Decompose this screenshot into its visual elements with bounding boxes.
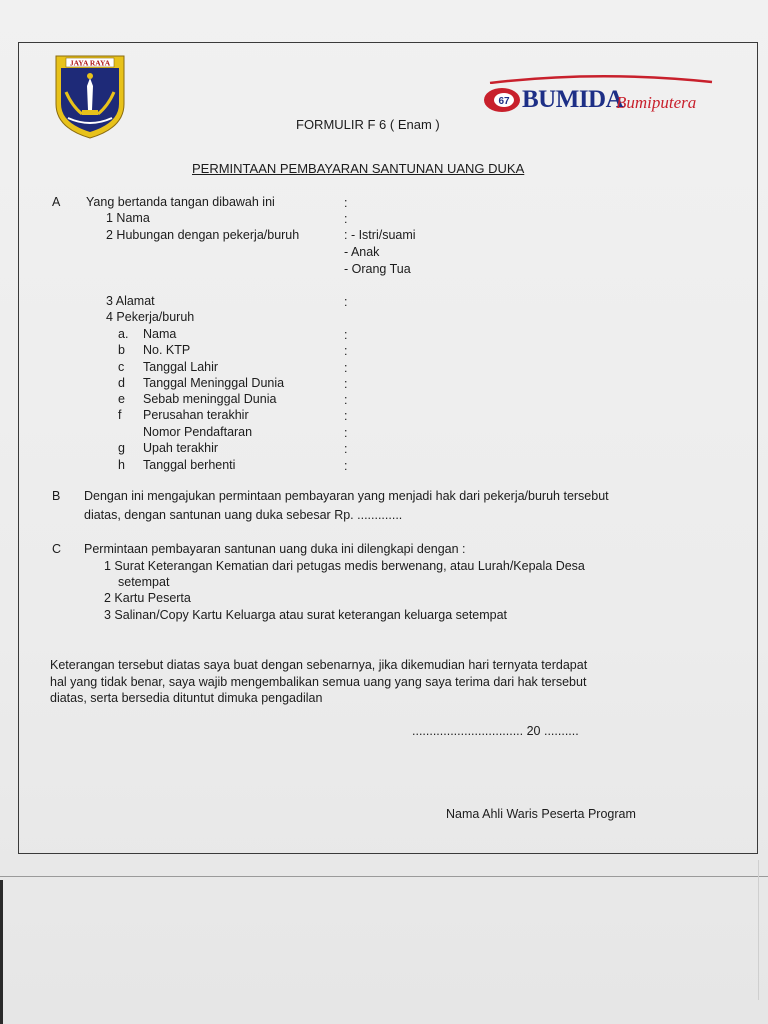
statement-line: Keterangan tersebut diatas saya buat dengan sebenarnya, jika dikemudian hari ternyata terdapat bbox=[50, 658, 588, 672]
attachment-item: 1 Surat Keterangan Kematian dari petugas medis berwenang, atau Lurah/Kepala Desa bbox=[104, 559, 585, 573]
sub-item-label: Tanggal Lahir bbox=[143, 360, 219, 374]
colon: : bbox=[344, 344, 348, 358]
colon: : bbox=[344, 361, 348, 375]
relation-option-istri-suami: : - Istri/suami bbox=[344, 228, 416, 242]
logo-swoosh-icon bbox=[488, 74, 716, 84]
colon: : bbox=[344, 328, 348, 342]
field-label-pekerja: 4 Pekerja/buruh bbox=[106, 310, 195, 324]
attachment-item: 2 Kartu Peserta bbox=[104, 591, 191, 605]
sub-item-letter: b bbox=[118, 343, 125, 357]
statement-line: diatas, serta bersedia dituntut dimuka pengadilan bbox=[50, 691, 323, 705]
section-c-letter: C bbox=[52, 542, 62, 556]
sub-item-letter: e bbox=[118, 392, 125, 406]
sub-item-label: No. KTP bbox=[143, 343, 191, 357]
sub-item-label: Tanggal Meninggal Dunia bbox=[143, 376, 285, 390]
field-label-alamat: 3 Alamat bbox=[106, 294, 155, 308]
sub-item-letter: d bbox=[118, 376, 125, 390]
colon: : bbox=[344, 212, 348, 226]
form-number: FORMULIR F 6 ( Enam ) bbox=[296, 117, 440, 132]
logo-sub-text: Bumiputera bbox=[616, 93, 697, 112]
sub-item-label: Nama bbox=[143, 327, 177, 341]
sub-item-letter: g bbox=[118, 441, 125, 455]
colon: : bbox=[344, 196, 348, 210]
logo-main-text: BUMIDA bbox=[522, 86, 624, 113]
bumida-logo bbox=[482, 80, 712, 120]
section-b-line: Dengan ini mengajukan permintaan pembayaran yang menjadi hak dari pekerja/buruh tersebut bbox=[84, 489, 609, 503]
sub-item-letter: a. bbox=[118, 327, 129, 341]
sub-item-letter: h bbox=[118, 458, 125, 472]
colon: : bbox=[344, 459, 348, 473]
sub-item-letter: c bbox=[118, 360, 125, 374]
colon: : bbox=[344, 377, 348, 391]
sub-item-label: Upah terakhir bbox=[143, 441, 219, 455]
date-line: ................................ 20 .......... bbox=[412, 724, 579, 738]
colon: : bbox=[344, 442, 348, 456]
signature-label: Nama Ahli Waris Peserta Program bbox=[446, 807, 636, 821]
field-label-hubungan: 2 Hubungan dengan pekerja/buruh bbox=[106, 228, 300, 242]
scan-edge-mark bbox=[0, 880, 3, 1024]
svg-text:67: 67 bbox=[498, 96, 510, 107]
relation-option-orang-tua: - Orang Tua bbox=[344, 262, 411, 276]
sub-item-label: Nomor Pendaftaran bbox=[143, 425, 253, 439]
sub-item-label: Sebab meninggal Dunia bbox=[143, 392, 277, 406]
section-b-line: diatas, dengan santunan uang duka sebesar Rp. ............. bbox=[84, 508, 403, 522]
attachment-item: 3 Salinan/Copy Kartu Keluarga atau surat keterangan keluarga setempat bbox=[104, 608, 508, 622]
document-title: PERMINTAAN PEMBAYARAN SANTUNAN UANG DUKA bbox=[192, 161, 525, 176]
crest-label: JAYA RAYA bbox=[69, 58, 111, 68]
page-bottom-rule bbox=[0, 876, 768, 877]
sub-item-label: Perusahan terakhir bbox=[143, 408, 249, 422]
bumida-emblem-icon bbox=[482, 82, 522, 118]
section-a-intro: Yang bertanda tangan dibawah ini bbox=[86, 195, 275, 209]
colon: : bbox=[344, 426, 348, 440]
colon: : bbox=[344, 295, 348, 309]
colon: : bbox=[344, 393, 348, 407]
field-label-nama: 1 Nama bbox=[106, 211, 150, 225]
relation-option-anak: - Anak bbox=[344, 245, 380, 259]
jaya-raya-crest-icon bbox=[52, 52, 128, 140]
statement-line: hal yang tidak benar, saya wajib mengembalikan semua uang yang saya terima dari hak tersebut bbox=[50, 675, 587, 689]
attachment-item-continuation: setempat bbox=[118, 575, 170, 589]
section-c-intro: Permintaan pembayaran santunan uang duka ini dilengkapi dengan : bbox=[84, 542, 466, 556]
colon: : bbox=[344, 409, 348, 423]
page-edge-rule bbox=[758, 860, 759, 1000]
sub-item-label: Tanggal berhenti bbox=[143, 458, 236, 472]
section-b-letter: B bbox=[52, 489, 61, 503]
sub-item-letter: f bbox=[118, 408, 122, 422]
section-a-letter: A bbox=[52, 195, 61, 209]
